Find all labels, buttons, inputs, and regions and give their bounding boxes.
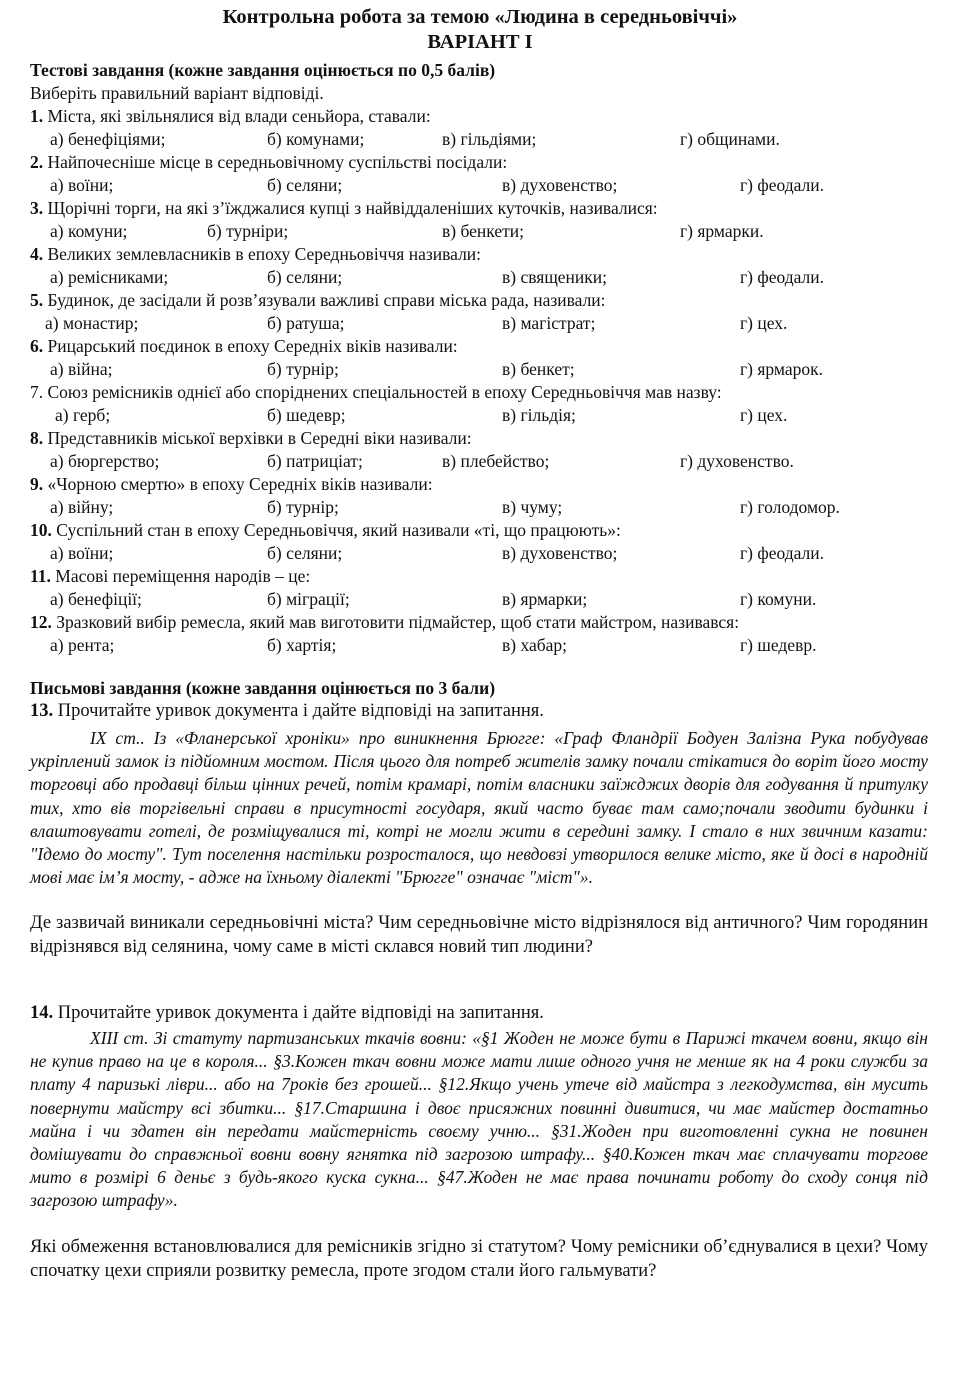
option-a: а) монастир; [45, 313, 139, 333]
option-c: в) священики; [502, 267, 608, 287]
option-b: б) селяни; [267, 543, 343, 563]
task-13-source-quote: ІХ ст.. Із «Фланерської хроніки» про виникнення Брюгге: «Граф Фландрії Бодуен Залізна Рука побудував укріплений замок із підйомним мостом. Після цього для потреб жителів замку почали стікатися до воріт його мосту торговці або продавці більш цінних речей, потім крамарі, потім власники заїжджих дворів для годування й притулку тих, хто вів торгівельні справи в присутності государя, який часто буває там само;почали зводити будинки і влаштовувати готелі, де розміщувалися ті, котрі не могли жити в середині замку. І стало в них звичним казати: "Ідемо до мосту". Тут поселення настільки розросталося, що невдовзі утворилося велике місто, яке й досі в народній мові має ім’я мосту, - адже на їхньому діалекті "Брюгге" означає "міст"». [30, 728, 928, 888]
option-a: а) війну; [50, 497, 114, 517]
written-section-heading: Письмові завдання (кожне завдання оцінюється по 3 бали) [30, 678, 496, 698]
question-7: 7. Союз ремісників однієї або споріднених спеціальностей в епоху Середньовіччя мав назву: [30, 382, 722, 402]
task-14-instruction: 14. Прочитайте уривок документа і дайте відповіді на запитання. [30, 1003, 544, 1023]
option-c: в) гільдія; [502, 405, 576, 425]
option-c: в) бенкети; [442, 221, 524, 241]
option-c: в) плебейство; [442, 451, 550, 471]
question-6: 6. Рицарський поєдинок в епоху Середніх віків називали: [30, 336, 458, 356]
option-b: б) турнір; [267, 497, 339, 517]
option-a: а) комуни; [50, 221, 128, 241]
question-5: 5. Будинок, де засідали й розв’язували важливі справи міська рада, називали: [30, 290, 606, 310]
option-d: г) феодали. [740, 267, 825, 287]
option-a: а) рента; [50, 635, 115, 655]
option-a: а) бенефіції; [50, 589, 142, 609]
option-d: г) цех. [740, 313, 788, 333]
test-section-heading: Тестові завдання (кожне завдання оцінюється по 0,5 балів) [30, 60, 496, 80]
option-b: б) хартія; [267, 635, 337, 655]
option-a: а) бенефіціями; [50, 129, 166, 149]
option-d: г) комуни. [740, 589, 817, 609]
option-c: в) хабар; [502, 635, 568, 655]
option-b: б) турніри; [207, 221, 289, 241]
question-3: 3. Щорічні торги, на які з’їжджалися купці з найвіддаленіших куточків, називалися: [30, 198, 658, 218]
option-c: в) духовенство; [502, 175, 618, 195]
option-a: а) воїни; [50, 543, 114, 563]
test-instruction: Виберіть правильний варіант відповіді. [30, 83, 324, 103]
option-b: б) турнір; [267, 359, 339, 379]
question-4: 4. Великих землевласників в епоху Середньовіччя називали: [30, 244, 482, 264]
option-b: б) міграції; [267, 589, 350, 609]
option-a: а) герб; [55, 405, 111, 425]
option-d: г) цех. [740, 405, 788, 425]
option-a: а) війна; [50, 359, 113, 379]
variant-label: ВАРІАНТ І [427, 31, 533, 53]
option-a: а) ремісниками; [50, 267, 169, 287]
document-title: Контрольна робота за темою «Людина в середньовіччі» [222, 6, 738, 28]
option-a: а) бюргерство; [50, 451, 160, 471]
option-d: г) шедевр. [740, 635, 817, 655]
option-c: в) магістрат; [502, 313, 596, 333]
question-2: 2. Найпочесніше місце в середньовічному суспільстві посідали: [30, 152, 508, 172]
option-b: б) шедевр; [267, 405, 346, 425]
option-b: б) селяни; [267, 175, 343, 195]
option-b: б) селяни; [267, 267, 343, 287]
option-b: б) комунами; [267, 129, 365, 149]
option-d: г) феодали. [740, 543, 825, 563]
option-c: в) чуму; [502, 497, 563, 517]
option-c: в) гільдіями; [442, 129, 537, 149]
option-c: в) духовенство; [502, 543, 618, 563]
task-13-instruction: 13. Прочитайте уривок документа і дайте відповіді на запитання. [30, 701, 544, 721]
option-d: г) голодомор. [740, 497, 840, 517]
question-11: 11. Масові переміщення народів – це: [30, 566, 311, 586]
option-d: г) ярмарок. [740, 359, 824, 379]
question-9: 9. «Чорною смертю» в епоху Середніх віків називали: [30, 474, 433, 494]
option-b: б) ратуша; [267, 313, 345, 333]
task-14-questions: Які обмеження встановлювалися для ремісників згідно зі статутом? Чому ремісники об’єднувалися в цехи? Чому спочатку цехи сприяли розвитку ремесла, проте згодом стали його гальмувати? [30, 1237, 928, 1281]
option-d: г) духовенство. [680, 451, 794, 471]
option-a: а) воїни; [50, 175, 114, 195]
task-14-source-quote: ХІІІ ст. Зі статуту партизанських ткачів вовни: «§1 Жоден не може бути в Парижі ткачем вовни, якщо він не купив право на це в короля... §3.Кожен ткач вовни може мати лише одного учня не менше як на 4 роки служби за плату 4 паризькі ліври... або на 7років без грошей... §12.Якщо учень утече від майстра з легкодумства, він мусить повернути майстру всі збитки... §17.Старшина і двоє присяжних повинні дивитися, чи має майстер достатньо майна і чи здатен він передати майстерність своєму учню... §31.Жоден при виготовленні сукна не повинен домішувати до справжньої вовни вовну ягнятка під загрозою штрафу... §40.Кожен ткач має сплачувати торгове мито в розмірі 6 деньє з будь-якого куска сукна... §47.Жоден не має права починати роботу до сходу сонця під загрозою штрафу». [30, 1028, 928, 1211]
option-b: б) патриціат; [267, 451, 363, 471]
option-c: в) бенкет; [502, 359, 575, 379]
option-d: г) ярмарки. [680, 221, 764, 241]
task-13-questions: Де зазвичай виникали середньовічні міста? Чим середньовічне місто відрізнялося від античного? Чим городянин відрізнявся від селянина, чому саме в місті склався новий тип людини? [30, 913, 928, 957]
question-8: 8. Представників міської верхівки в Середні віки називали: [30, 428, 472, 448]
question-1: 1. Міста, які звільнялися від влади сеньйора, ставали: [30, 106, 431, 126]
option-d: г) общинами. [680, 129, 780, 149]
question-10: 10. Суспільний стан в епоху Середньовіччя, який називали «ті, що працюють»: [30, 520, 621, 540]
option-d: г) феодали. [740, 175, 825, 195]
option-c: в) ярмарки; [502, 589, 588, 609]
question-12: 12. Зразковий вибір ремесла, який мав виготовити підмайстер, щоб стати майстром, називався: [30, 612, 740, 632]
